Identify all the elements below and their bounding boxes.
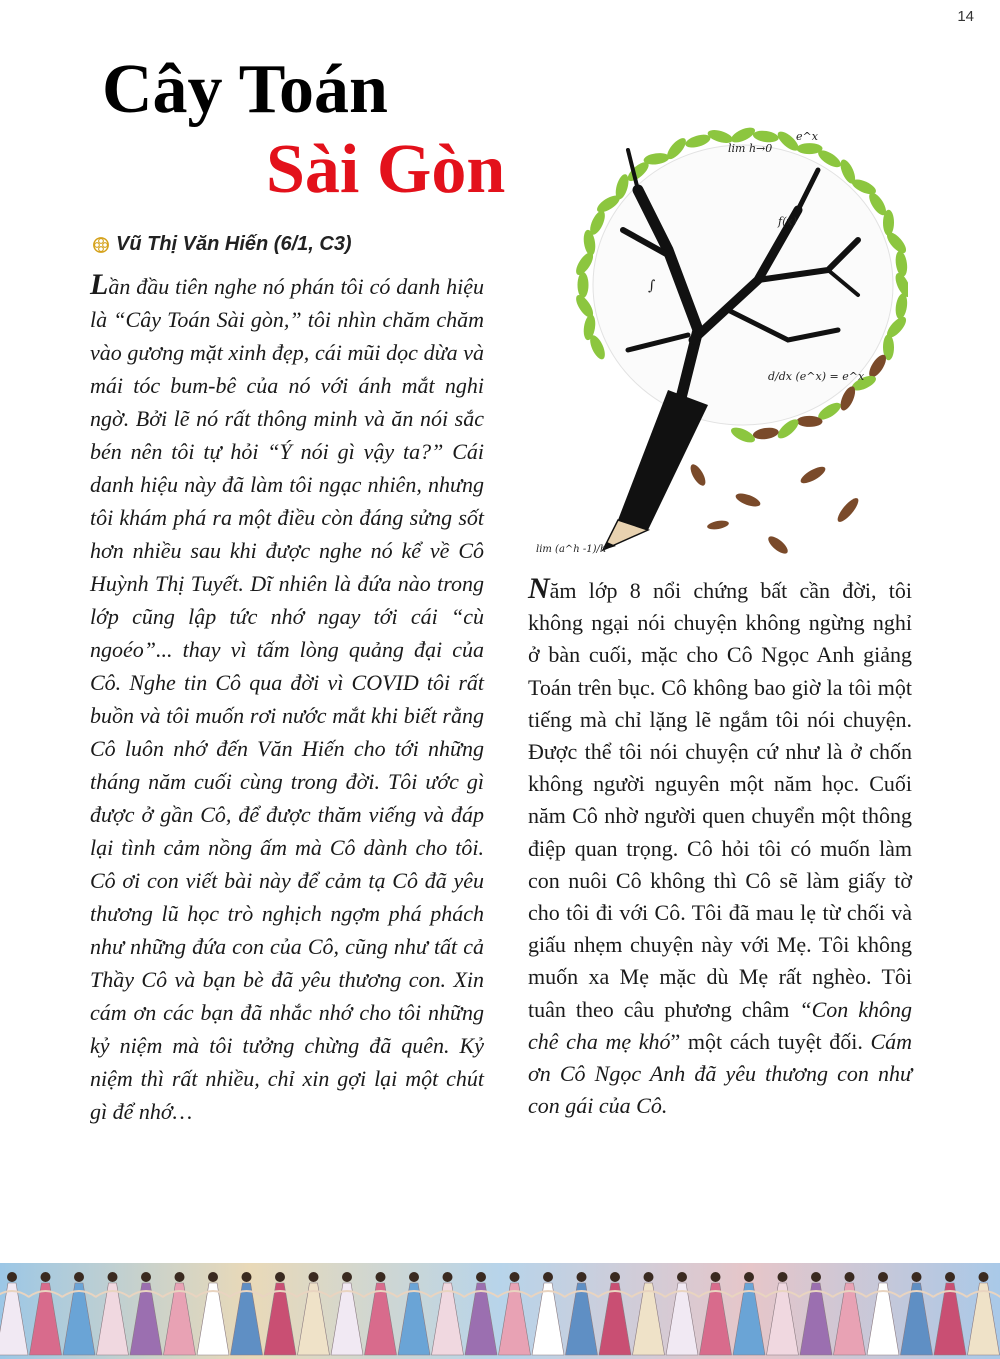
- formula-text: d/dx (e^x) = e^x: [768, 370, 865, 383]
- dancer-head: [443, 1272, 453, 1282]
- dancer-head: [108, 1272, 118, 1282]
- dancer-head: [175, 1272, 185, 1282]
- dancer-head: [376, 1272, 386, 1282]
- dancer-head: [610, 1272, 620, 1282]
- dancer-head: [912, 1272, 922, 1282]
- dancer-head: [208, 1272, 218, 1282]
- dancer-head: [845, 1272, 855, 1282]
- article-title-line-1: Cây Toán: [102, 51, 388, 128]
- decorative-banner: [0, 1263, 1000, 1359]
- formula-text: lim (a^h -1)/h: [536, 544, 607, 555]
- right-paragraph-part-2: ” một cách tuyệt đối.: [670, 1028, 871, 1054]
- leaf: [894, 250, 908, 277]
- dancer-head: [242, 1272, 252, 1282]
- dancer-head: [342, 1272, 352, 1282]
- dancer-head: [7, 1272, 17, 1282]
- dancer-head: [677, 1272, 687, 1282]
- dancer-head: [510, 1272, 520, 1282]
- leaf: [578, 272, 589, 298]
- article-title-line-2: Sài Gòn: [266, 131, 506, 208]
- right-column-text: [528, 573, 912, 1122]
- dancer-head: [878, 1272, 888, 1282]
- dancer-head: [41, 1272, 51, 1282]
- page-number: 14: [957, 8, 974, 25]
- formula-text: e^x: [796, 130, 818, 143]
- dancer-head: [309, 1272, 319, 1282]
- dancer-head: [577, 1272, 587, 1282]
- left-column-text: [90, 268, 484, 1128]
- dancer-head: [711, 1272, 721, 1282]
- dancer-head: [744, 1272, 754, 1282]
- formula-text: ∫: [648, 278, 656, 294]
- leaf: [894, 293, 908, 320]
- dancer-head: [811, 1272, 821, 1282]
- left-paragraph: ần đầu tiên nghe nó phán tôi có danh hiệu là “Cây Toán Sài gòn,” tôi nhìn chăm chăm vào gương mặt xinh đẹp, cái mũi dọc dừa và mái tóc bum-bê của nó với ánh mắt nghi ngờ. Bởi lẽ nó rất thông minh và ăn nói sắc bén nên tôi tự hỏi “Ý nói gì vậy ta?” Cái danh hiệu này đã làm tôi ngạc nhiên, nhưng tôi khám phá ra một điều còn đáng sửng sốt hơn nhiều sau khi được nghe nó kể về Cô Huỳnh Thị Tuyết. Dĩ nhiên là đứa nào trong lớp cũng lập tức nhớ ngay tới cái “cù ngoéo”... thay vì tấm lòng quảng đại của Cô. Nghe tin Cô qua đời vì COVID tôi rất buồn và tôi muốn rơi nước mắt khi biết rằng Cô luôn nhớ đến Văn Hiến cho tới những tháng năm cuối cùng trong đời. Tôi ước gì được ở gần Cô, để được thăm viếng và đáp lại tình cảm nồng ấm mà Cô dành cho tôi. Cô ơi con viết bài này để cảm tạ Cô đã yêu thương lũ học trò nghịch ngợm phá phách như những đứa con của Cô, cũng như tất cả Thầy Cô và bạn bè đã yêu thương con. Xin cám ơn các bạn đã nhắc nhớ cho tôi những kỷ niệm mà tôi tưởng chừng đã quên. Kỷ niệm thì rất nhiều, chỉ xin gợi lại một chút gì để nhớ…: [90, 274, 484, 1124]
- leaf: [729, 425, 757, 446]
- drop-cap: N: [528, 572, 550, 605]
- dancer-head: [476, 1272, 486, 1282]
- formula-text: lim h→0: [728, 142, 773, 155]
- proverb-quote: “Con không chê cha mẹ khó: [528, 996, 912, 1054]
- dancer-head: [74, 1272, 84, 1282]
- dancer-head: [644, 1272, 654, 1282]
- dancer-head: [778, 1272, 788, 1282]
- dancer-head: [141, 1272, 151, 1282]
- math-tree-illustration: [528, 80, 908, 570]
- dancer-head: [409, 1272, 419, 1282]
- formula-text: f(x): [778, 215, 797, 228]
- dancer-head: [543, 1272, 553, 1282]
- right-paragraph-part-1: ăm lớp 8 nổi chứng bất cần đời, tôi không ngại nói chuyện không ngừng nghỉ ở bàn cuối, mặc cho Cô Ngọc Anh giảng Toán trên bục. Cô không bao giờ la tôi một tiếng mà chỉ lặng lẽ ngắm tôi nói chuyện. Được thể tôi nói chuyện cứ như là ở chốn không người nguyên một năm học. Cuối năm Cô nhờ người quen chuyển một thông điệp quan trọng. Cô hỏi tôi có muốn làm con nuôi Cô không thì Cô sẽ làm giấy tờ cho tôi đi với Cô. Tôi đã mau lẹ từ chối và giấu nhẹm chuyện này với Mẹ. Tôi không muốn xa Mẹ mặc dù Mẹ rất nghèo. Tôi tuân theo câu phương châm: [528, 578, 912, 1022]
- author-name: Vũ Thị Văn Hiến (6/1, C3): [116, 233, 352, 255]
- falling-leaves: [688, 462, 862, 556]
- dancer-head: [275, 1272, 285, 1282]
- closing-thanks: Cám ơn Cô Ngọc Anh đã yêu thương con như con gái của Cô.: [528, 1028, 912, 1119]
- leaf: [752, 426, 779, 441]
- drop-cap: L: [90, 268, 109, 301]
- flower-icon: [92, 236, 110, 254]
- dancer-head: [945, 1272, 955, 1282]
- dancer-head: [979, 1272, 989, 1282]
- leaf: [684, 132, 712, 150]
- byline: [92, 233, 352, 256]
